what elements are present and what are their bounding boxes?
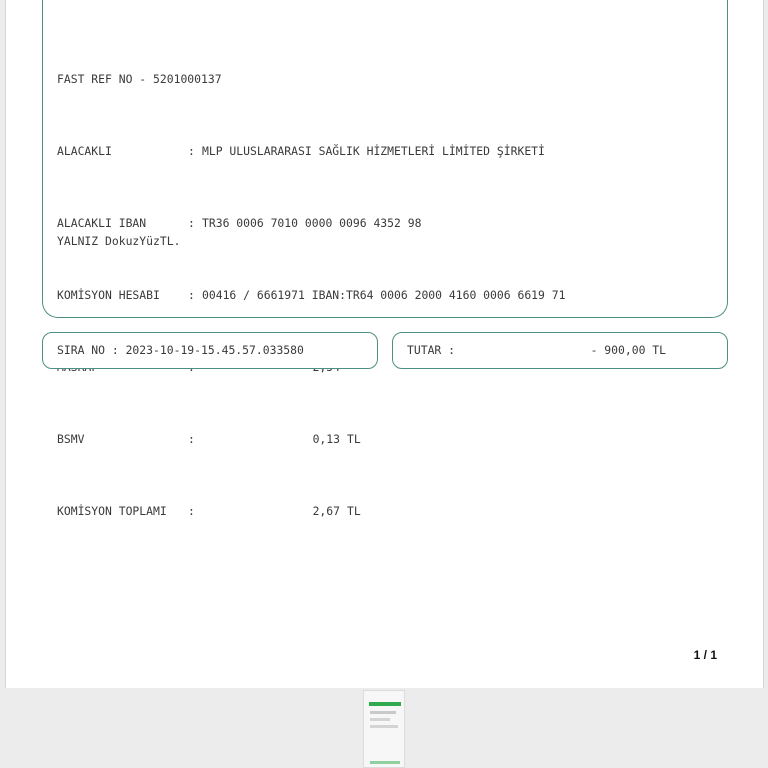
page-indicator: 1 / 1	[693, 648, 717, 662]
sira-no-text	[57, 341, 304, 359]
alacakli-line	[57, 142, 565, 160]
row-label: KOMİSYON TOPLAMI	[57, 504, 167, 518]
bsmv-amount: 0,13	[312, 432, 340, 446]
thumbnail-line	[370, 711, 396, 714]
alacakli-value: MLP ULUSLARARASI SAĞLIK HİZMETLERİ LİMİTED ŞİRKETİ	[202, 144, 545, 158]
row-separator: :	[188, 432, 195, 446]
fast-ref-value: 5201000137	[153, 72, 222, 86]
row-separator: :	[188, 288, 195, 302]
row-separator: :	[188, 504, 195, 518]
alacakli-iban-line	[57, 214, 565, 232]
bsmv-line	[57, 430, 565, 448]
receipt-lines	[57, 34, 565, 556]
fast-ref-label: FAST REF NO -	[57, 72, 154, 86]
sira-no-value: 2023-10-19-15.45.57.033580	[125, 343, 304, 357]
fast-ref-line	[57, 70, 565, 88]
tutar-label: TUTAR :	[407, 343, 456, 357]
document-page	[5, 0, 764, 688]
sira-no-box	[42, 332, 378, 369]
thumbnail-header-bar	[369, 702, 401, 706]
komisyon-toplami-line	[57, 502, 565, 520]
komisyon-hesabi-value: 00416 / 6661971 IBAN:TR64 0006 2000 4160 0006 6619 71	[202, 288, 566, 302]
amount-in-words: YALNIZ DokuzYüzTL.	[57, 234, 181, 248]
row-separator: :	[188, 144, 195, 158]
row-label: ALACAKLI	[57, 144, 112, 158]
row-label: BSMV	[57, 432, 85, 446]
row-label: ALACAKLI IBAN	[57, 216, 147, 230]
row-label: KOMİSYON HESABI	[57, 288, 160, 302]
alacakli-iban-value: TR36 0006 7010 0000 0096 4352 98	[202, 216, 422, 230]
komisyon-hesabi-line	[57, 286, 565, 304]
page-thumbnail[interactable]	[363, 690, 405, 768]
sira-no-label: SIRA NO :	[57, 343, 126, 357]
komisyon-toplami-amount: 2,67	[312, 504, 340, 518]
tutar-box	[392, 332, 728, 369]
komisyon-toplami-unit: TL	[347, 504, 361, 518]
thumbnail-line	[370, 718, 390, 721]
bsmv-unit: TL	[347, 432, 361, 446]
tutar-amount: - 900,00 TL	[590, 343, 666, 357]
thumbnail-line	[370, 761, 400, 764]
row-separator: :	[188, 216, 195, 230]
thumbnail-line	[370, 725, 398, 728]
